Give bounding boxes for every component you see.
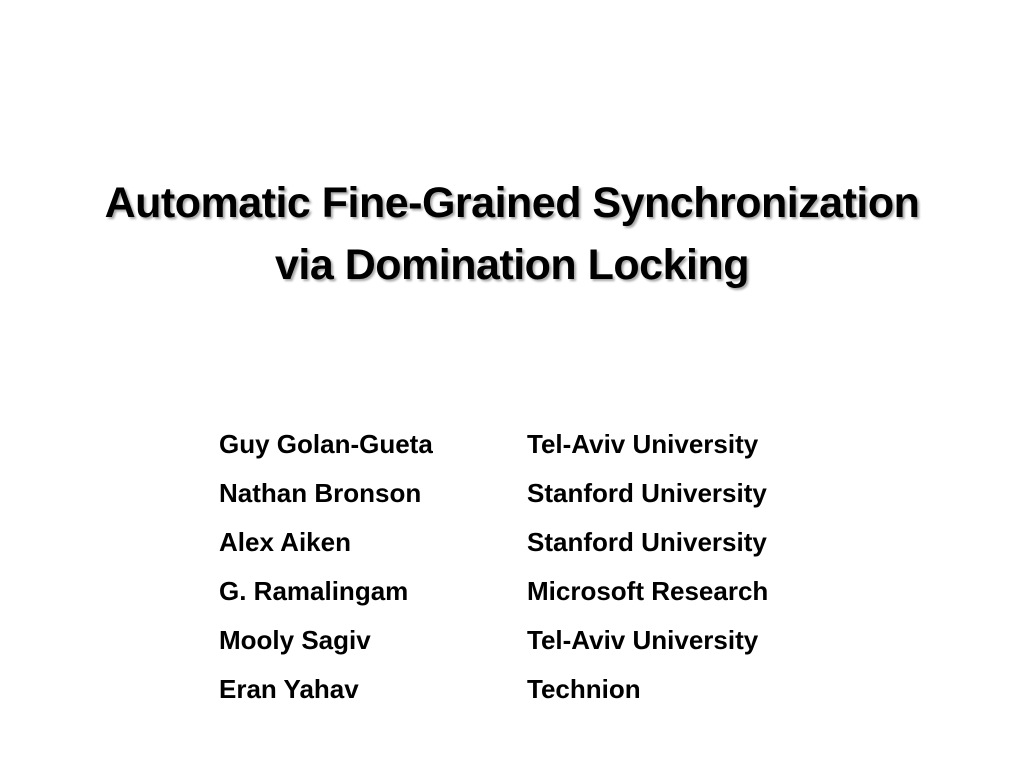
- author-affiliation: Stanford University: [527, 527, 767, 557]
- author-affiliation: Tel-Aviv University: [527, 429, 759, 459]
- author-row: [219, 469, 839, 518]
- author-list: [219, 420, 839, 714]
- author-name: G. Ramalingam: [219, 576, 409, 606]
- author-affiliation: Technion: [527, 674, 641, 704]
- author-row: [219, 665, 839, 714]
- author-name: Mooly Sagiv: [219, 625, 371, 655]
- author-affiliation: Microsoft Research: [527, 576, 769, 606]
- author-row: [219, 567, 839, 616]
- author-row: [219, 420, 839, 469]
- author-name: Guy Golan-Gueta: [219, 429, 433, 459]
- author-row: [219, 518, 839, 567]
- author-name: Eran Yahav: [219, 674, 359, 704]
- title-line-2: via Domination Locking: [275, 241, 749, 289]
- slide-title: [40, 172, 984, 296]
- title-line-1: Automatic Fine-Grained Synchronization: [104, 179, 920, 227]
- author-row: [219, 616, 839, 665]
- author-name: Nathan Bronson: [219, 478, 422, 508]
- author-name: Alex Aiken: [219, 527, 351, 557]
- author-affiliation: Stanford University: [527, 478, 767, 508]
- author-affiliation: Tel-Aviv University: [527, 625, 759, 655]
